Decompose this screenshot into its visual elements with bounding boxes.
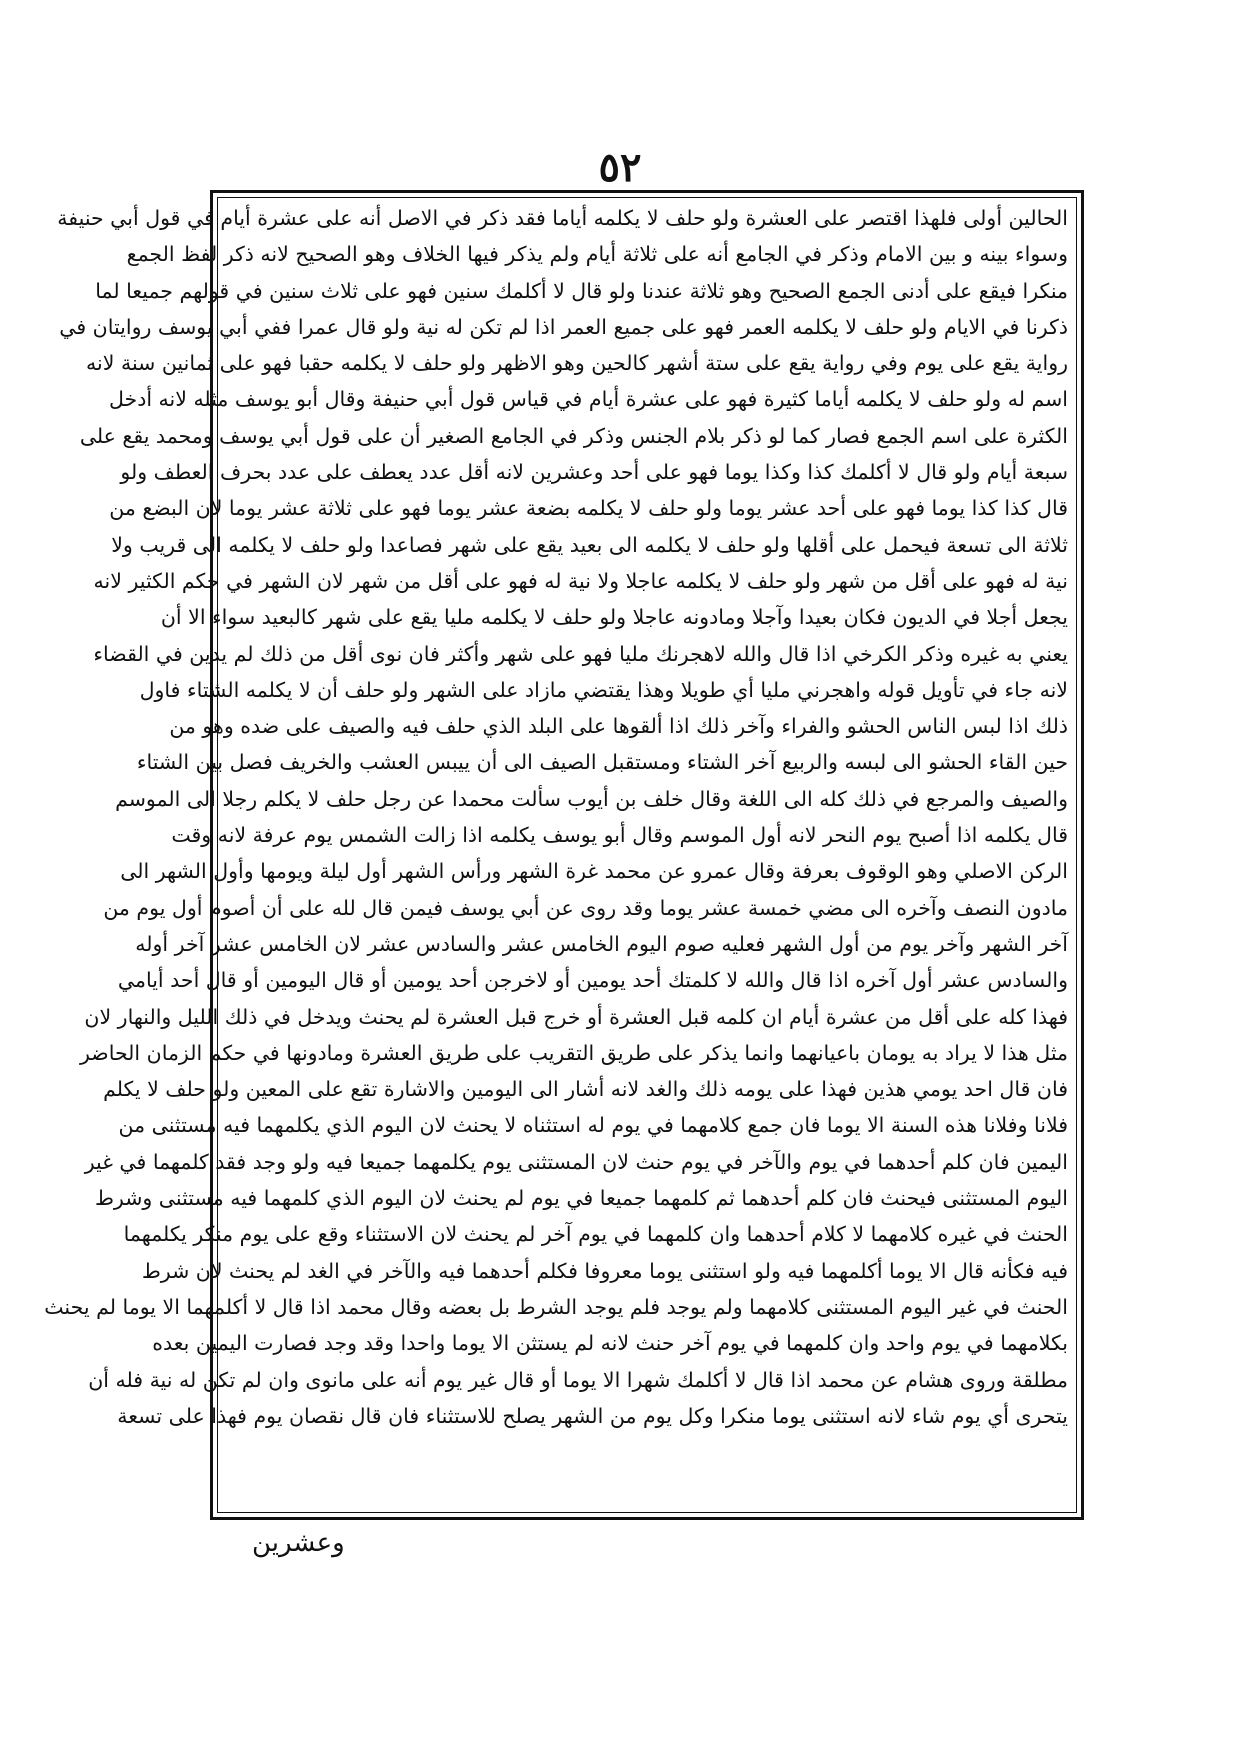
text-line: ذكرنا في الايام ولو حلف لا يكلمه العمر فهو على جميع العمر اذا لم تكن له نية ولو قال عمرا ففي أبي يوسف روايتان في: [59, 314, 1068, 339]
text-line: مادون النصف وآخره الى مضي خمسة عشر يوما وقد روى عن أبي يوسف فيمن قال لله على أن أصوم أول يوم من: [103, 895, 1068, 920]
text-line: والسادس عشر أول آخره اذا قال والله لا كلمتك أحد يومين أو لاخرجن أحد يومين أو قال اليومين أو قال أحد أيامي: [117, 968, 1068, 993]
text-line: آخر الشهر وآخر يوم من أول الشهر فعليه صوم اليوم الخامس عشر والسادس عشر لان الخامس عشر آخر أوله: [135, 931, 1068, 956]
text-line: يتحرى أي يوم شاء لانه استثنى يوما منكرا وكل يوم من الشهر يصلح للاستثناء فان قال نقصان يوم فهذا على تسعة: [117, 1403, 1068, 1428]
text-line: الحنث في غير اليوم المستثنى كلامهما ولم يوجد فلم يوجد الشرط بل بعضه وقال محمد اذا قال لا أكلمهما الا يوما لم يحنث: [44, 1294, 1068, 1319]
text-line: الحالين أولى فلهذا اقتصر على العشرة ولو حلف لا يكلمه أياما فقد ذكر في الاصل أنه على عشرة أيام في قول أبي حنيفة: [57, 206, 1068, 230]
text-line: ثلاثة الى تسعة فيحمل على أقلها ولو حلف لا يكلمه الى بعيد يقع على شهر فصاعدا ولو حلف لا يكلمه الى قريب ولا: [111, 532, 1068, 557]
text-line: قال كذا كذا يوما فهو على أحد عشر يوما ولو حلف لا يكلمه بضعة عشر يوما فهو على ثلاثة عشر يوما لان البضع من: [109, 496, 1068, 521]
page-number: ٥٢: [598, 144, 642, 191]
text-line: والصيف والمرجع في ذلك كله الى اللغة وقال خلف بن أيوب سألت محمدا عن رجل حلف لا يكلم رجلا الى الموسم: [115, 786, 1068, 811]
text-line: سبعة أيام ولو قال لا أكلمك كذا وكذا يوما فهو على أحد وعشرين لانه أقل عدد يعطف على عدد بحرف العطف ولو: [120, 460, 1068, 485]
text-line: لانه جاء في تأويل قوله واهجرني مليا أي طويلا وهذا يقتضي مازاد على الشهر ولو حلف أن لا يكلمه الشتاء فاول: [139, 677, 1068, 702]
text-line: قال يكلمه اذا أصبح يوم النحر لانه أول الموسم وقال أبو يوسف يكلمه اذا زالت الشمس يوم عرفة لانه وقت: [171, 823, 1068, 848]
text-line: وسواء بينه و بين الامام وذكر في الجامع أنه على ثلاثة أيام ولم يذكر فيها الخلاف وهو الصحيح لانه ذكر لفظ الجمع: [126, 242, 1068, 267]
text-line: يعني به غيره وذكر الكرخي اذا قال والله لاهجرنك مليا فهو على شهر وأكثر فان نوى أقل من ذلك لم يدين في القضاء: [93, 641, 1068, 666]
text-line: بكلامهما في يوم واحد وان كلمهما في يوم آخر حنث لانه لم يستثن الا يوما واحدا وقد وجد فصارت اليمين بعده: [152, 1331, 1068, 1356]
text-line: اليوم المستثنى فيحنث فان كلم أحدهما ثم كلمهما جميعا في يوم لم يحنث لان اليوم الذي كلمهما فيه مستثنى وشرط: [94, 1186, 1068, 1211]
page-frame-inner: [44, 197, 1077, 1513]
catchword: وعشرين: [252, 1528, 345, 1558]
text-line: فيه فكأنه قال الا يوما أكلمهما فيه ولو استثنى يوما معروفا فكلم أحدهما فيه والآخر في الغد لم يحنث لان شرط: [141, 1258, 1068, 1283]
text-line: رواية يقع على يوم وفي رواية يقع على ستة أشهر كالحين وهو الاظهر ولو حلف لا يكلمه حقبا فهو على ثمانين سنة لانه: [86, 351, 1068, 376]
text-line: فهذا كله على أقل من عشرة أيام ان كلمه قبل العشرة أو خرج قبل العشرة لم يحنث ويدخل في ذلك الليل والنهار لان: [84, 1004, 1068, 1029]
text-line: ذلك اذا لبس الناس الحشو والفراء وآخر ذلك اذا ألقوها على البلد الذي حلف فيه والصيف على ضده وهو من: [169, 714, 1068, 739]
text-line: اليمين فان كلم أحدهما في يوم والآخر في يوم حنث لان المستثنى يوم يكلمهما جميعا فيه ولو وجد فقد كلمهما في غير: [84, 1149, 1068, 1174]
text-line: فلانا وفلانا هذه السنة الا يوما فان جمع كلامهما في يوم له استثناه لا يحنث لان اليوم الذي يكلمهما فيه مستثنى من: [118, 1113, 1068, 1138]
text-line: نية له فهو على أقل من شهر ولو حلف لا يكلمه عاجلا ولا نية له فهو على أقل من شهر لان الشهر في حكم الكثير لانه: [93, 568, 1068, 593]
text-line: حين القاء الحشو الى لبسه والربيع آخر الشتاء ومستقبل الصيف الى أن ييبس العشب والخريف فصل بين الشتاء: [136, 750, 1068, 775]
text-line: مطلقة وروى هشام عن محمد اذا قال لا أكلمك شهرا الا يوما أو قال غير يوم أنه على مانوى وان لم تكن له نية فله أن: [88, 1367, 1068, 1392]
text-line: منكرا فيقع على أدنى الجمع الصحيح وهو ثلاثة عندنا ولو قال لا أكلمك سنين فهو على ثلاث سنين في قولهم جميعا لما: [95, 278, 1068, 303]
text-line: مثل هذا لا يراد به يومان باعيانهما وانما يذكر على طريق التقريب على طريق العشرة ومادونها في حكم الزمان الحاضر: [79, 1040, 1068, 1065]
text-line: يجعل أجلا في الديون فكان بعيدا وآجلا ومادونه عاجلا ولو حلف لا يكلمه مليا يقع على شهر كالبعيد سواء الا أن: [160, 605, 1068, 630]
text-line: الكثرة على اسم الجمع فصار كما لو ذكر بلام الجنس وذكر في الجامع الصغير أن على قول أبي يوسف ومحمد يقع على: [79, 423, 1068, 448]
text-line: الحنث في غيره كلامهما لا كلام أحدهما وان كلمهما في يوم آخر لم يحنث لان الاستثناء وقع على يوم منكر يكلمهما: [123, 1222, 1068, 1247]
text-body: [44, 200, 1068, 1434]
text-line: الركن الاصلي وهو الوقوف بعرفة وقال عمرو عن محمد غرة الشهر ورأس الشهر أول ليلة ويومها وأول الشهر الى: [120, 859, 1068, 884]
text-line: فان قال احد يومي هذين فهذا على يومه ذلك والغد لانه أشار الى اليومين والاشارة تقع على المعين ولو حلف لا يكلم: [103, 1077, 1068, 1102]
text-line: اسم له ولو حلف لا يكلمه أياما كثيرة فهو على عشرة أيام في قياس قول أبي حنيفة وقال أبو يوسف مثله لانه أدخل: [109, 387, 1068, 412]
